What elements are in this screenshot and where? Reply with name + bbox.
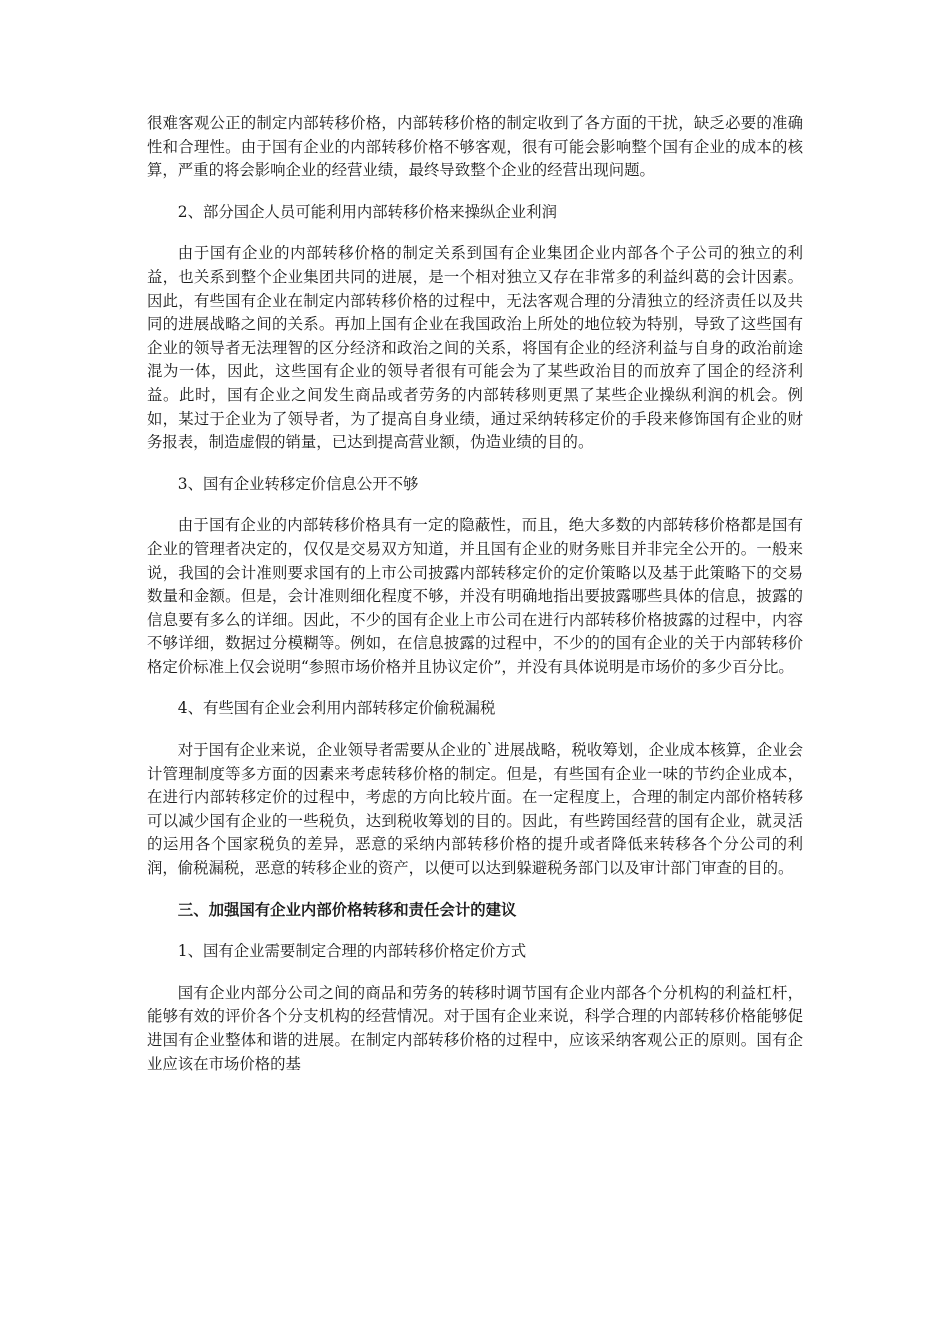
document-page xyxy=(147,112,803,1076)
subheading-3: 3、国有企业转移定价信息公开不够 xyxy=(177,474,419,493)
paragraph-intro-continued: 很难客观公正的制定内部转移价格，内部转移价格的制定收到了各方面的干扰，缺乏必要的准确性和合理性。由于国有企业的内部转移价格不够客观，很有可能会影响整个国有企业的成本的核算，严重的将会影响企业的经营业绩，最终导致整个企业的经营出现问题。 xyxy=(147,114,803,180)
paragraph-2: 由于国有企业的内部转移价格的制定关系到国有企业集团企业内部各个子公司的独立的利益，也关系到整个企业集团共同的进展，是一个相对独立又存在非常多的利益纠葛的会计因素。因此，有些国有企业在制定内部转移价格的过程中，无法客观合理的分清独立的经济责任以及共同的进展战略之间的关系。再加上国有企业在我国政治上所处的地位较为特别，导致了这些国有企业的领导者无法理智的区分经济和政治之间的关系，将国有企业的经济利益与自身的政治前途混为一体，因此，这些国有企业的领导者很有可能会为了某些政治目的而放弃了国企的经济利益。此时，国有企业之间发生商品或者劳务的内部转移则更黑了某些企业操纵利润的机会。例如，某过于企业为了领导者，为了提高自身业绩，通过采纳转移定价的手段来修饰国有企业的财务报表，制造虚假的销量，已达到提高营业额，伪造业绩的目的。 xyxy=(147,244,803,452)
paragraph-4: 对于国有企业来说，企业领导者需要从企业的`进展战略，税收筹划，企业成本核算，企业会计管理制度等多方面的因素来考虑转移价格的制定。但是，有些国有企业一味的节约企业成本，在进行内部转移定价的过程中，考虑的方向比较片面。在一定程度上，合理的制定内部价格转移可以减少国有企业的一些税负，达到税收筹划的目的。因此，有些跨国经营的国有企业，就灵活的运用各个国家税负的差异，恶意的采纳内部转移价格的提升或者降低来转移各个分公司的利润，偷税漏税，恶意的转移企业的资产，以便可以达到躲避税务部门以及审计部门审查的目的。 xyxy=(147,741,803,878)
paragraph-section3-1: 国有企业内部分公司之间的商品和劳务的转移时调节国有企业内部各个分机构的利益杠杆，能够有效的评价各个分支机构的经营情况。对于国有企业来说，科学合理的内部转移价格能够促进国有企业整体和谐的进展。在制定内部转移价格的过程中，应该采纳客观公正的原则。国有企业应该在市场价格的基 xyxy=(147,983,803,1073)
paragraph-3: 由于国有企业的内部转移价格具有一定的隐蔽性，而且，绝大多数的内部转移价格都是国有企业的管理者决定的，仅仅是交易双方知道，并且国有企业的财务账目并非完全公开的。一般来说，我国的会计准则要求国有的上市公司披露内部转移定价的定价策略以及基于此策略下的交易数量和金额。但是，会计准则细化程度不够，并没有明确地指出要披露哪些具体的信息，披露的信息要有多么的详细。因此，不少的国有企业上市公司在进行内部转移价格披露的过程中，内容不够详细，数据过分模糊等。例如，在信息披露的过程中，不少的的国有企业的关于内部转移价格定价标准上仅会说明“参照市场价格并且协议定价”，并没有具体说明是市场价的多少百分比。 xyxy=(147,516,803,676)
section-heading-3: 三、加强国有企业内部价格转移和责任会计的建议 xyxy=(177,900,517,919)
subheading-2: 2、部分国企人员可能利用内部转移价格来操纵企业利润 xyxy=(177,202,557,221)
subheading-4: 4、有些国有企业会利用内部转移定价偷税漏税 xyxy=(177,699,496,718)
subheading-section3-1: 1、国有企业需要制定合理的内部转移价格定价方式 xyxy=(177,942,527,961)
